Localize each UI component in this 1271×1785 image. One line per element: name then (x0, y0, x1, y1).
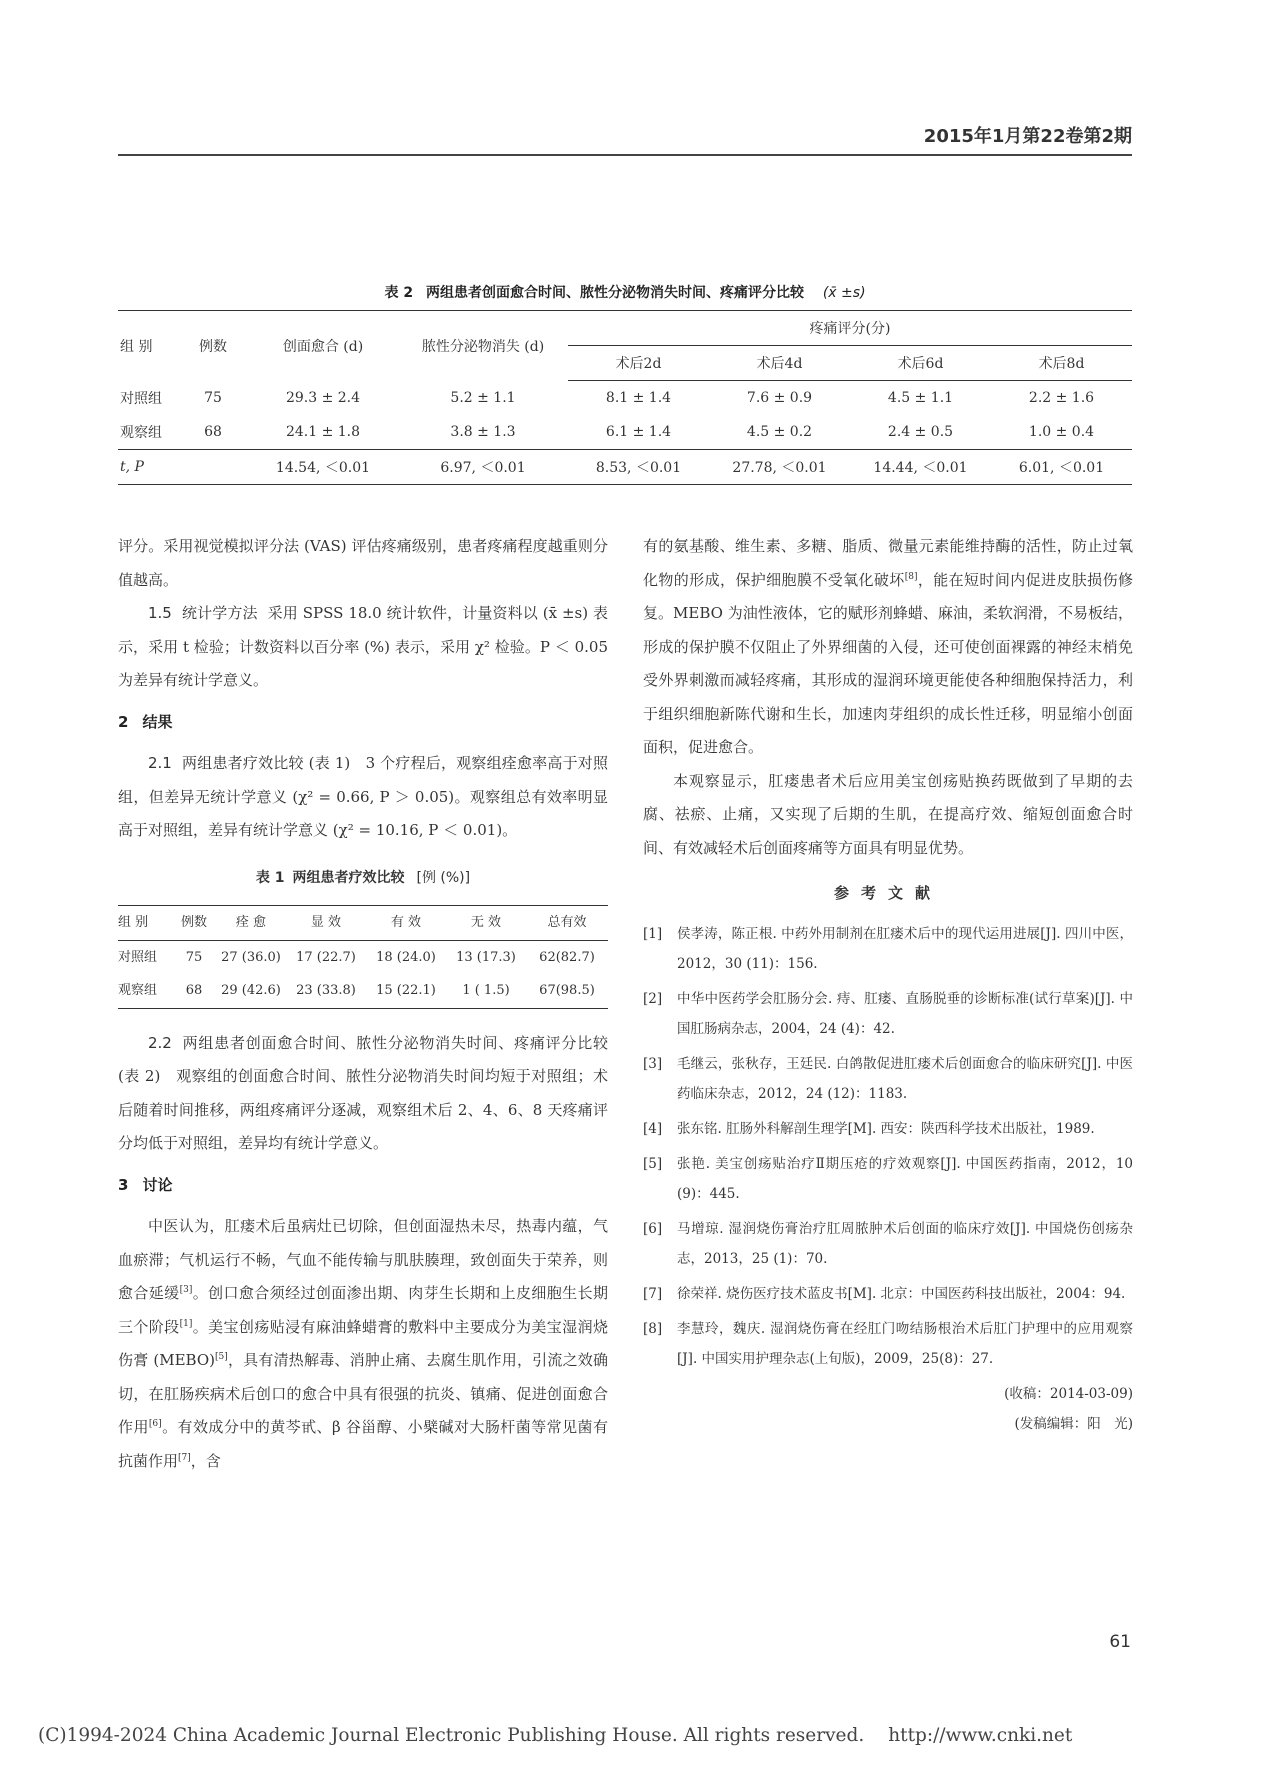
cell: 8.1 ± 1.4 (605, 390, 672, 406)
section-title: 统计学方法 (181, 604, 258, 622)
paragraph: 评分。采用视觉模拟评分法 (VAS) 评估疼痛级别，患者疼痛程度越重则分值越高。 (118, 537, 608, 589)
cell: 6.97, ＜0.01 (398, 450, 568, 485)
table1-title: 两组患者疗效比较 (292, 869, 405, 886)
cell: 观察组 (118, 974, 172, 1008)
cell: 75 (185, 949, 203, 965)
reference-item (643, 984, 1133, 1044)
table-row (118, 940, 608, 974)
cell: 14.44, ＜0.01 (850, 450, 991, 485)
section-title: 讨论 (142, 1175, 173, 1194)
t2-header-d6: 术后6d (850, 346, 991, 381)
cell: 62(82.7) (539, 949, 595, 965)
right-column (643, 530, 1133, 1439)
ref-text: 李慧玲，魏庆. 湿润烧伤膏在经肛门吻结肠根治术后肛门护理中的应用观察[J]. 中国实用护理杂志(上旬版)，2009，25(8)：27. (677, 1320, 1133, 1367)
cell: 13 (17.3) (456, 949, 516, 965)
t1-header: 组 别 (118, 906, 172, 941)
ref-text: 张艳. 美宝创疡贴治疗Ⅱ期压疮的疗效观察[J]. 中国医药指南，2012，10 (9)：445. (677, 1155, 1133, 1202)
text-run: 。美宝创疡贴浸有麻油蜂蜡膏的敷料中主要成分为美宝湿润烧伤膏 (MEBO) (118, 1317, 608, 1369)
section-2-heading (118, 706, 608, 740)
cell: 对照组 (118, 949, 158, 965)
page-number: 61 (1109, 1632, 1131, 1652)
cell: 6.01, ＜0.01 (991, 450, 1132, 485)
journal-issue: 2015年1月第22卷第2期 (923, 126, 1132, 147)
ref-text: 马增琼. 湿润烧伤膏治疗肛周脓肿术后创面的临床疗效[J]. 中国烧伤创疡杂志，2013，25 (1)：70. (677, 1220, 1133, 1267)
cell: 2.4 ± 0.5 (887, 424, 954, 440)
section-2-2 (118, 1027, 608, 1161)
section-number: 2 (118, 712, 129, 731)
table-row (118, 415, 1132, 450)
reference-item (643, 1114, 1133, 1144)
received-date: (收稿：2014-03-09) (1004, 1385, 1133, 1402)
reference-item (643, 1149, 1133, 1209)
table2-caption (118, 282, 1132, 302)
citation: [3] (179, 1285, 193, 1295)
ref-text: 中华中医药学会肛肠分会. 痔、肛瘘、直肠脱垂的诊断标准(试行草案)[J]. 中国肛肠病杂志，2004，24 (4)：42. (677, 990, 1133, 1037)
citation: [5] (215, 1352, 228, 1362)
cell: 4.5 ± 0.2 (746, 424, 813, 440)
text-run: ，具有清热解毒、消肿止痛、去腐生肌作用，引流之效确切，在肛肠疾病术后创口的愈合中具有很强的抗炎、镇痛、促进创面愈合作用 (118, 1351, 608, 1436)
ref-number: [1] (643, 925, 663, 942)
cell: 14.54, ＜0.01 (248, 450, 398, 485)
section-2-1 (118, 747, 608, 848)
discussion-paragraph (118, 1210, 608, 1478)
t1-header: 痊 愈 (216, 906, 286, 941)
cell: 27.78, ＜0.01 (709, 450, 850, 485)
cell: 29.3 ± 2.4 (285, 389, 361, 406)
t2-header-d8: 术后8d (991, 346, 1132, 381)
text-run: ，能在短时间内促进皮肤损伤修复。MEBO 为油性液体，它的赋形剂蜂蜡、麻油，柔软润滑，不易板结，形成的保护膜不仅阻止了外界细菌的入侵，还可使创面裸露的神经末梢免受外界刺激而减轻疼痛，其形成的湿润环境更能使各种细胞保持活力，利于组织细胞新陈代谢和生长，加速肉芽组织的成长性迁移，明显缩小创面面积，促进愈合。 (643, 570, 1133, 756)
cell: 23 (33.8) (286, 974, 366, 1008)
section-number: 1.5 (148, 604, 172, 622)
paragraph (643, 530, 1133, 765)
text-run: 。创口愈合须经过创面渗出期、肉芽生长期和上皮细胞生长期三个阶段 (118, 1284, 608, 1336)
cell: 观察组 (120, 425, 162, 441)
section-1-5 (118, 597, 608, 698)
t1-header: 显 效 (286, 906, 366, 941)
ref-number: [7] (643, 1285, 663, 1302)
ref-text: 侯孝涛，陈正根. 中药外用制剂在肛瘘术后中的现代运用进展[J]. 四川中医，2012，30 (11)：156. (677, 925, 1133, 972)
ref-text: 毛继云，张秋存，王廷民. 白鸽散促进肛瘘术后创面愈合的临床研究[J]. 中医药临床杂志，2012，24 (12)：1183. (677, 1055, 1133, 1102)
text-run: ，含 (190, 1451, 221, 1470)
text-run: 中医认为，肛瘘术后虽病灶已切除，但创面湿热未尽，热毒内蕴，气血瘀滞；气机运行不畅，气血不能传输与肌肤腠理，致创面失于荣养，则愈合延缓 (118, 1217, 608, 1302)
t1-header: 总有效 (526, 906, 608, 941)
paragraph-text: 两组患者疗效比较 (表 1) 3 个疗程后，观察组痊愈率高于对照组，但差异无统计学意义 (χ² = 0.66, P ＞ 0.05)。观察组总有效率明显高于对照组，差异有统计学意义 (χ² = 10.16, P ＜ 0.01)。 (118, 754, 608, 839)
table1-label: 表 1 (255, 869, 285, 886)
citation: [1] (179, 1318, 193, 1329)
section-title: 结果 (142, 712, 173, 731)
table2-label: 表 2 (384, 285, 414, 301)
cell: 18 (24.0) (376, 949, 436, 965)
cell: 2.2 ± 1.6 (1028, 390, 1095, 406)
citation: [7] (178, 1452, 191, 1463)
ref-number: [4] (643, 1120, 663, 1137)
reference-item (643, 1279, 1133, 1309)
running-header (118, 118, 1132, 156)
paragraph-text: 采用 SPSS 18.0 统计软件，计量资料以 (x̄ ±s) 表示，采用 t 检验；计数资料以百分率 (%) 表示，采用 χ² 检验。P ＜ 0.05 为差异有统计学意义。 (118, 604, 608, 689)
cell: 15 (22.1) (366, 974, 446, 1008)
cell: 1 ( 1.5) (446, 974, 526, 1008)
t2-header-n: 例数 (178, 311, 248, 381)
cell: 1.0 ± 0.4 (1028, 424, 1095, 440)
cell: 29 (42.6) (216, 974, 286, 1008)
copyright-footer (38, 1725, 1072, 1746)
cell: 4.5 ± 1.1 (887, 390, 954, 406)
cell: 75 (204, 389, 222, 406)
left-column (118, 530, 608, 1478)
table2-stat: (x̄ ±s) (822, 285, 866, 301)
cell: t, P (118, 450, 178, 485)
t2-header-d2: 术后2d (568, 346, 709, 381)
ref-number: [8] (643, 1320, 663, 1337)
cell: 7.6 ± 0.9 (746, 390, 813, 406)
t2-header-d4: 术后4d (709, 346, 850, 381)
table2-title: 两组患者创面愈合时间、脓性分泌物消失时间、疼痛评分比较 (425, 285, 804, 301)
table-row (118, 450, 1132, 485)
section-number: 2.1 (148, 754, 172, 772)
cnki-link[interactable]: http://www.cnki.net (888, 1725, 1073, 1746)
table1-unit: [例 (%)] (416, 869, 471, 886)
ref-text: 张东铭. 肛肠外科解剖生理学[M]. 西安：陕西科学技术出版社，1989. (677, 1120, 1095, 1137)
t2-header-group: 组 别 (118, 311, 178, 381)
t1-header: 有 效 (366, 906, 446, 941)
reference-item (643, 1314, 1133, 1374)
ref-number: [6] (643, 1220, 663, 1237)
cell: 68 (172, 974, 216, 1008)
cell (178, 450, 248, 485)
t1-header: 例数 (172, 906, 216, 941)
editor: (发稿编辑：阳 光) (1014, 1415, 1133, 1432)
cell: 27 (36.0) (221, 949, 281, 965)
table1 (118, 905, 608, 1009)
ref-number: [5] (643, 1155, 663, 1172)
section-number: 3 (118, 1175, 129, 1194)
t2-header-pus: 脓性分泌物消失 (d) (398, 311, 568, 381)
table-row (118, 974, 608, 1008)
ref-number: [2] (643, 990, 663, 1007)
citation: [6] (148, 1419, 162, 1429)
copyright-text: (C)1994-2024 China Academic Journal Electronic Publishing House. All rights reserved. (38, 1725, 865, 1746)
reference-item (643, 919, 1133, 979)
ref-text: 徐荣祥. 烧伤医疗技术蓝皮书[M]. 北京：中国医药科技出版社，2004：94. (677, 1285, 1126, 1302)
section-3-heading (118, 1169, 608, 1203)
section-number: 2.2 (148, 1033, 172, 1052)
cell: 对照组 (120, 390, 162, 407)
cell: 5.2 ± 1.1 (450, 389, 516, 406)
cell: 68 (204, 424, 222, 440)
citation: [8] (904, 571, 918, 582)
cell: 6.1 ± 1.4 (605, 424, 672, 440)
t2-header-pain: 疼痛评分(分) (568, 311, 1132, 346)
reference-list (643, 919, 1133, 1374)
text-run: 。有效成分中的黄芩甙、β 谷甾醇、小檗碱对大肠杆菌等常见菌有抗菌作用 (118, 1418, 608, 1470)
reference-item (643, 1214, 1133, 1274)
table1-caption (118, 862, 608, 896)
table-row (118, 381, 1132, 416)
t2-header-heal: 创面愈合 (d) (248, 311, 398, 381)
cell: 67(98.5) (526, 974, 608, 1008)
cell: 17 (22.7) (296, 949, 356, 965)
ref-number: [3] (643, 1055, 663, 1072)
paragraph-text: 两组患者创面愈合时间、脓性分泌物消失时间、疼痛评分比较 (表 2) 观察组的创面愈合时间、脓性分泌物消失时间均短于对照组；术后随着时间推移，两组疼痛评分逐减，观察组术后 2、4、6、8 天疼痛评分均低于对照组，差异均有统计学意义。 (118, 1033, 608, 1152)
cell: 3.8 ± 1.3 (450, 424, 516, 440)
cell: 8.53, ＜0.01 (568, 450, 709, 485)
paragraph: 本观察显示，肛瘘患者术后应用美宝创疡贴换药既做到了早期的去腐、祛瘀、止痛，又实现了后期的生肌，在提高疗效、缩短创面愈合时间、有效减轻术后创面疼痛等方面具有明显优势。 (643, 771, 1133, 857)
table2 (118, 310, 1132, 485)
cell: 24.1 ± 1.8 (285, 424, 361, 440)
references-heading: 参考文献 (833, 884, 942, 902)
t1-header: 无 效 (446, 906, 526, 941)
reference-item (643, 1049, 1133, 1109)
text-run: 有的氨基酸、维生素、多糖、脂质、微量元素能维持酶的活性，防止过氧化物的形成，保护细胞膜不受氧化破坏 (643, 537, 1133, 589)
